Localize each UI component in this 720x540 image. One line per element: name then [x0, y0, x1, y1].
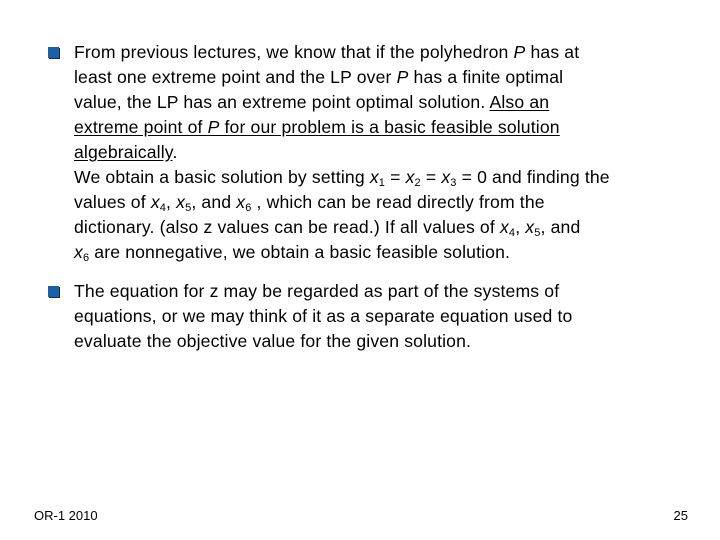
- text-line: extreme point of P for our problem is a basic feasible solution: [74, 117, 560, 137]
- text-line: value, the LP has an extreme point optimal solution. Also an: [74, 92, 550, 112]
- text-line: dictionary. (also z values can be read.) If all values of $x_4$, $x_5$, and: [74, 217, 581, 239]
- text-line: We obtain a basic solution by setting $x_1 = x_2 = x_3 = 0$ and finding the: [74, 167, 610, 189]
- text-line: From previous lectures, we know that if the polyhedron P has at: [74, 42, 580, 62]
- page-number: 25: [673, 508, 688, 523]
- text-line: values of $x_4$, $x_5$, and $x_6$ , which can be read directly from the: [74, 192, 545, 214]
- text-line: equations, or we may think of it as a separate equation used to: [74, 306, 573, 326]
- footer-course-label: OR-1 2010: [34, 508, 98, 523]
- bullet-text-2: [74, 279, 704, 354]
- text-line: The equation for z may be regarded as part of the systems of: [74, 281, 560, 301]
- text-line: algebraically.: [74, 142, 178, 162]
- text-line: $x_6$ are nonnegative, we obtain a basic feasible solution.: [74, 242, 511, 264]
- text-line: evaluate the objective value for the given solution.: [74, 331, 472, 351]
- bullet-square-icon: [48, 47, 59, 58]
- bullet-text-1: [74, 40, 704, 265]
- bullet-square-icon: [48, 286, 59, 297]
- text-line: least one extreme point and the LP over P has a finite optimal: [74, 67, 564, 87]
